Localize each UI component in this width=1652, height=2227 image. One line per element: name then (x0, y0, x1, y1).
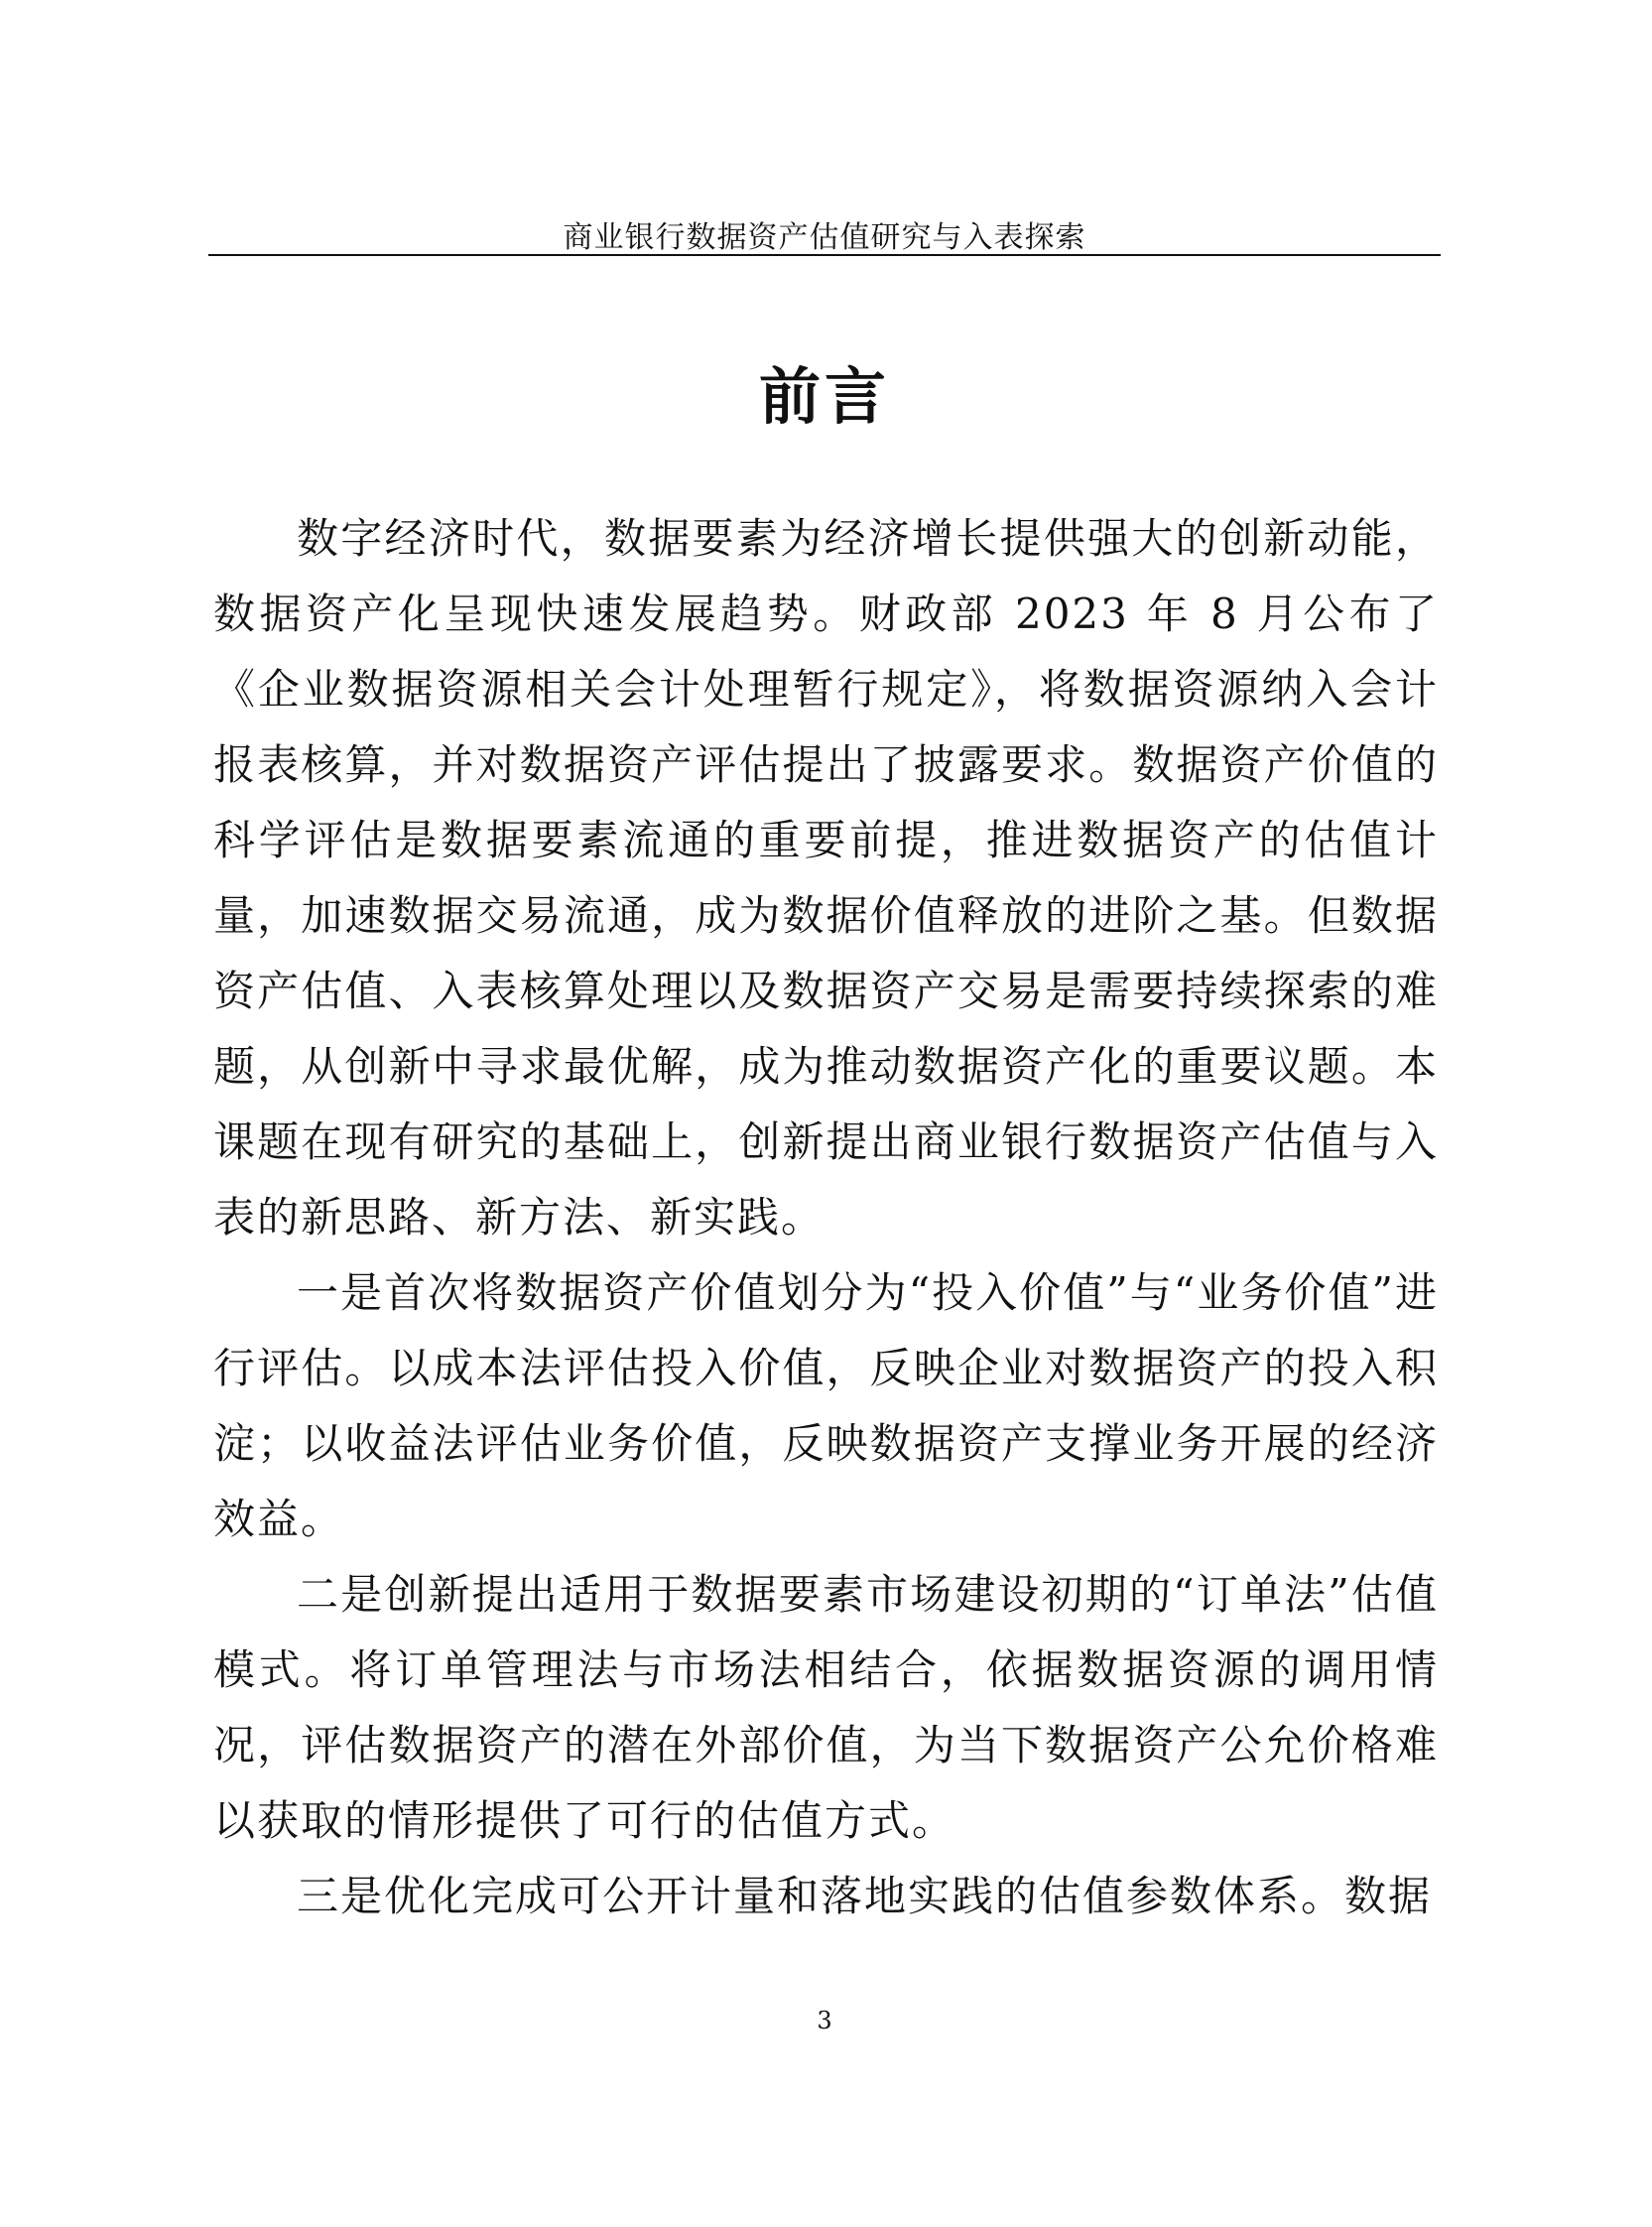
page-title: 前言 (758, 360, 890, 433)
header-divider (208, 254, 1441, 256)
paragraph-point-one: 一是首次将数据资产价值划分为“投入价值”与“业务价值”进行评估。以成本法评估投入价值，反映企业对数据资产的投入积淀；以收益法评估业务价值，反映数据资产支撑业务开展的经济效益。 (213, 1268, 1439, 1543)
body-text (213, 501, 1439, 1934)
running-header: 商业银行数据资产估值研究与入表探索 (563, 220, 1086, 255)
paragraph-intro: 数字经济时代，数据要素为经济增长提供强大的创新动能，数据资产化呈现快速发展趋势。财政部 2023 年 8 月公布了《企业数据资源相关会计处理暂行规定》，将数据资源纳入会计报表核算，并对数据资产评估提出了披露要求。数据资产价值的科学评估是数据要素流通的重要前提，推进数据资产的估值计量，加速数据交易流通，成为数据价值释放的进阶之基。但数据资产估值、入表核算处理以及数据资产交易是需要持续探索的难题，从创新中寻求最优解，成为推动数据资产化的重要议题。本课题在现有研究的基础上，创新提出商业银行数据资产估值与入表的新思路、新方法、新实践。 (213, 514, 1439, 1242)
page-number: 3 (817, 2007, 832, 2034)
paragraph-point-two: 二是创新提出适用于数据要素市场建设初期的“订单法”估值模式。将订单管理法与市场法相结合，依据数据资源的调用情况，评估数据资产的潜在外部价值，为当下数据资产公允价格难以获取的情形提供了可行的估值方式。 (213, 1570, 1439, 1845)
paragraph-point-three: 三是优化完成可公开计量和落地实践的估值参数体系。数据 (297, 1872, 1433, 1920)
